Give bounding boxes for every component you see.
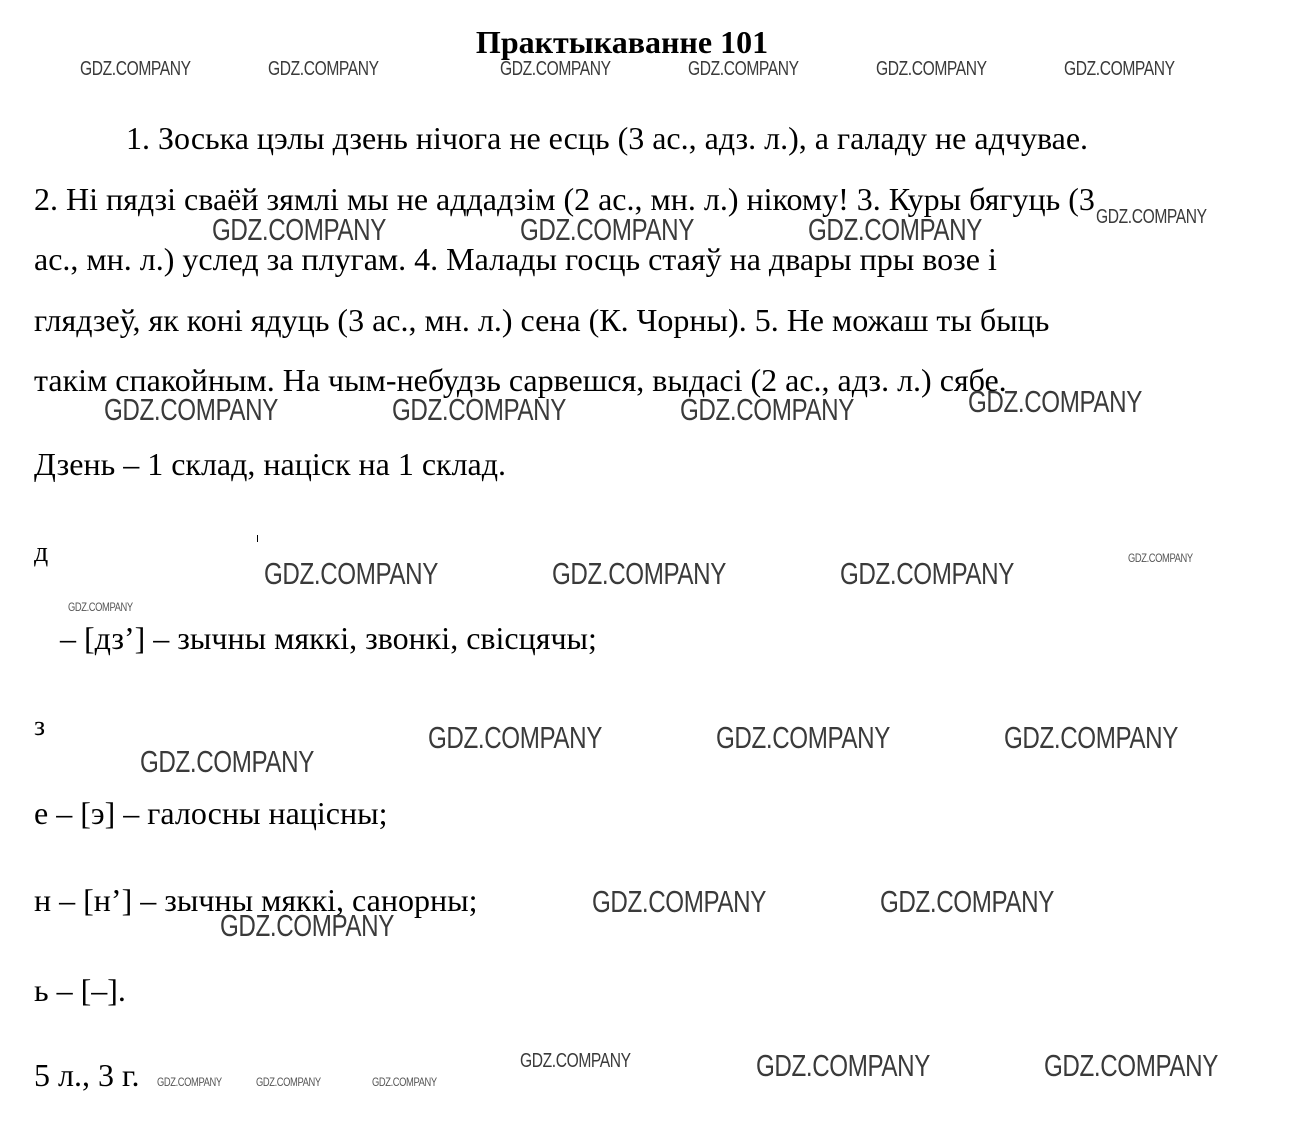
watermark: GDZ.COMPANY bbox=[500, 58, 611, 80]
watermark: GDZ.COMPANY bbox=[1004, 720, 1178, 755]
letters-sounds-summary: 5 л., 3 г. bbox=[34, 1057, 140, 1093]
watermark: GDZ.COMPANY bbox=[592, 884, 766, 919]
watermark: GDZ.COMPANY bbox=[808, 212, 982, 247]
watermark: GDZ.COMPANY bbox=[264, 556, 438, 591]
watermark: GDZ.COMPANY bbox=[80, 58, 191, 80]
watermark: GDZ.COMPANY bbox=[268, 58, 379, 80]
watermark: GDZ.COMPANY bbox=[1096, 206, 1207, 228]
paragraph-line: 2. Ні пядзі сваёй зямлі мы не аддадзім (2 ас., мн. л.) нікому! 3. Куры бягуць (3 bbox=[34, 180, 1095, 217]
watermark: GDZ.COMPANY bbox=[372, 1075, 437, 1089]
paragraph-line: глядзеў, як коні ядуць (3 ас., мн. л.) сена (К. Чорны). 5. Не можаш ты быць bbox=[34, 301, 1050, 338]
sound-e-analysis: е – [э] – галосны націсны; bbox=[34, 795, 388, 831]
watermark: GDZ.COMPANY bbox=[256, 1075, 321, 1089]
watermark: GDZ.COMPANY bbox=[756, 1048, 930, 1083]
watermark: GDZ.COMPANY bbox=[552, 556, 726, 591]
watermark: GDZ.COMPANY bbox=[392, 392, 566, 427]
syllable-analysis: Дзень – 1 склад, націск на 1 склад. bbox=[34, 446, 507, 482]
watermark: GDZ.COMPANY bbox=[1064, 58, 1175, 80]
watermark: GDZ.COMPANY bbox=[1044, 1048, 1218, 1083]
watermark: GDZ.COMPANY bbox=[220, 908, 394, 943]
watermark: GDZ.COMPANY bbox=[428, 720, 602, 755]
watermark: GDZ.COMPANY bbox=[212, 212, 386, 247]
watermark: GDZ.COMPANY bbox=[968, 384, 1142, 419]
paragraph-line: ас., мн. л.) услед за плугам. 4. Малады госць стаяў на двары пры возе і bbox=[34, 241, 997, 277]
watermark: GDZ.COMPANY bbox=[716, 720, 890, 755]
letter-d: д bbox=[34, 537, 49, 568]
watermark: GDZ.COMPANY bbox=[157, 1075, 222, 1089]
divider-mark bbox=[257, 535, 258, 542]
sound-dz-analysis: – [дз’] – зычны мяккі, звонкі, свісцячы; bbox=[60, 620, 597, 656]
watermark: GDZ.COMPANY bbox=[140, 744, 314, 779]
letter-z: з bbox=[34, 711, 46, 742]
watermark: GDZ.COMPANY bbox=[688, 58, 799, 80]
paragraph-line: такім спакойным. На чым-небудзь сарвешся, выдасі (2 ас., адз. л.) сябе. bbox=[34, 362, 1007, 398]
watermark: GDZ.COMPANY bbox=[876, 58, 987, 80]
watermark: GDZ.COMPANY bbox=[880, 884, 1054, 919]
exercise-paragraph bbox=[34, 108, 1264, 411]
watermark: GDZ.COMPANY bbox=[68, 600, 133, 614]
watermark: GDZ.COMPANY bbox=[680, 392, 854, 427]
watermark: GDZ.COMPANY bbox=[104, 392, 278, 427]
watermark: GDZ.COMPANY bbox=[840, 556, 1014, 591]
watermark: GDZ.COMPANY bbox=[520, 212, 694, 247]
sound-n-analysis: н – [н’] – зычны мяккі, санорны; bbox=[34, 882, 478, 918]
watermark: GDZ.COMPANY bbox=[1128, 551, 1193, 565]
page-title: Практыкаванне 101 bbox=[475, 24, 769, 60]
paragraph-line: 1. Зоська цэлы дзень нічога не есць (3 ас., адз. л.), а галаду не адчувае. bbox=[126, 120, 1089, 156]
soft-sign-analysis: ь – [–]. bbox=[34, 972, 126, 1008]
watermark: GDZ.COMPANY bbox=[520, 1050, 631, 1072]
